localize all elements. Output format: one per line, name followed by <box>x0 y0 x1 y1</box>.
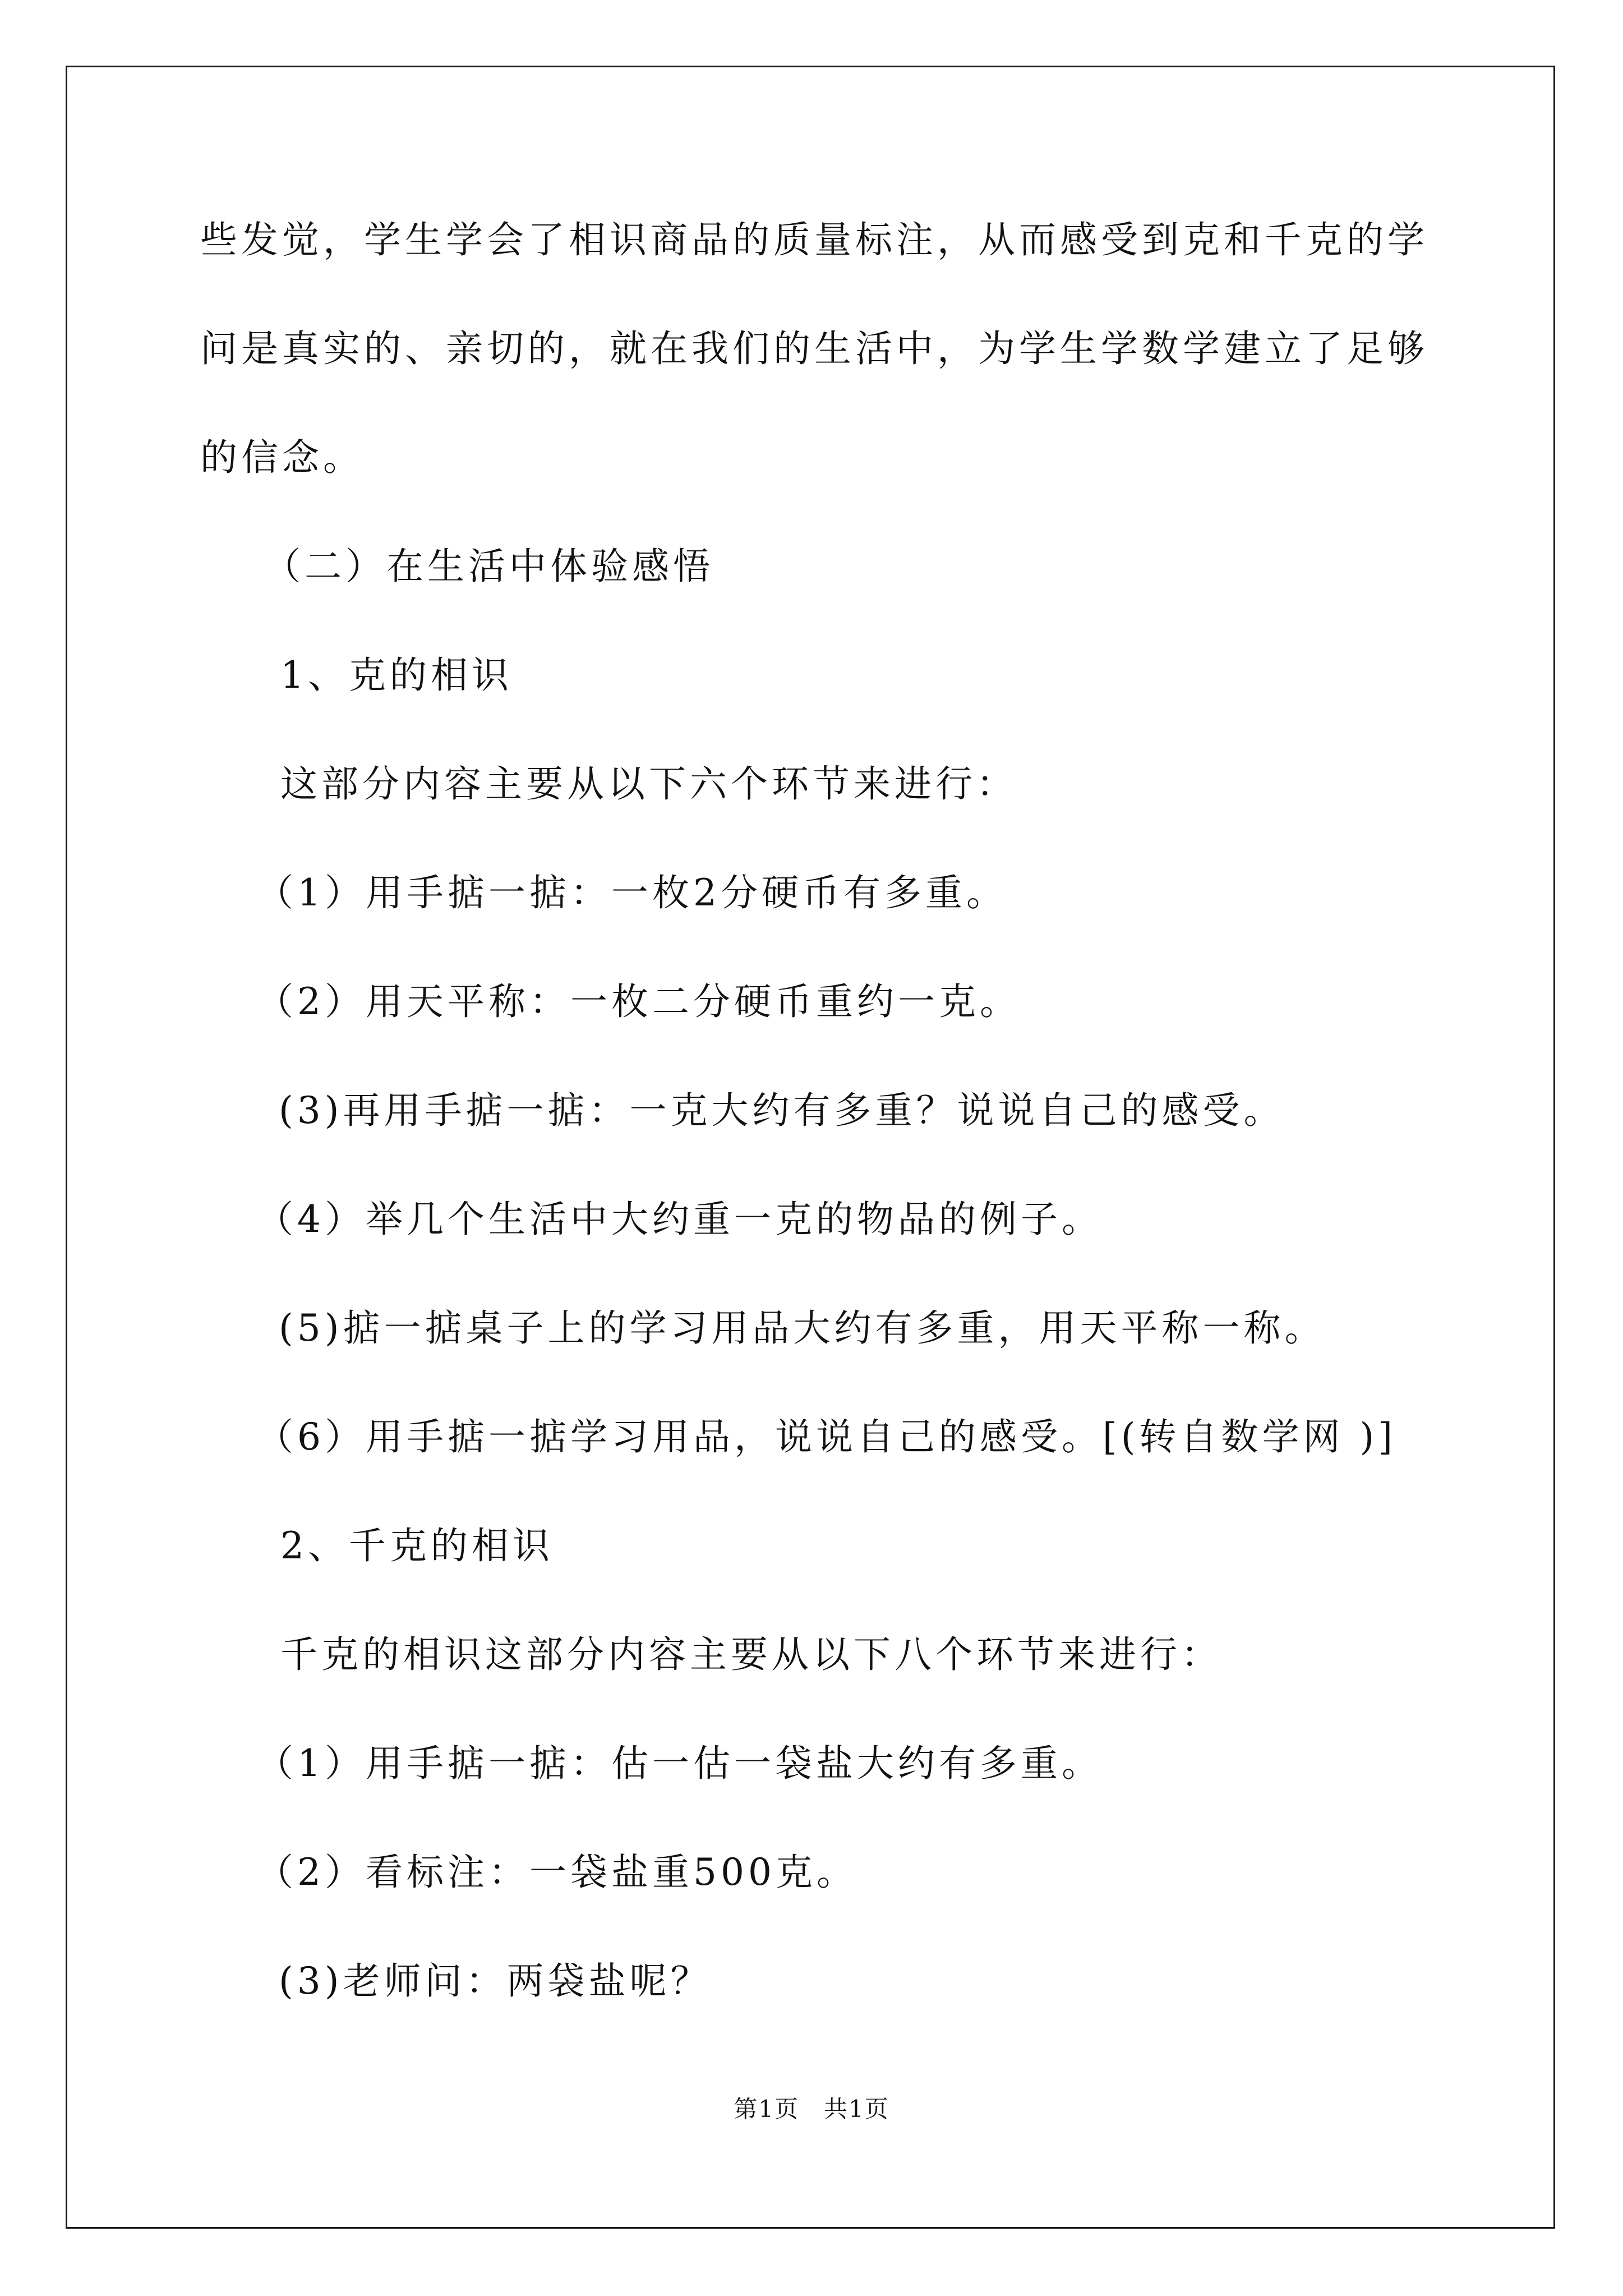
paragraph-line: 些发觉，学生学会了相识商品的质量标注，从而感受到克和千克的学 <box>200 218 1428 261</box>
list-item: (3)老师问：两袋盐呢？ <box>279 1959 712 2003</box>
subsection-heading: 1、克的相识 <box>280 654 513 697</box>
list-item: （1）用手掂一掂：估一估一袋盐大约有多重。 <box>256 1742 1103 1785</box>
section-heading: （二）在生活中体验感悟 <box>264 545 714 588</box>
page-border <box>66 66 1555 2229</box>
paragraph-line: 的信念。 <box>200 436 364 479</box>
list-item: （2）看标注：一袋盐重500克。 <box>256 1851 857 1894</box>
list-item: （1）用手掂一掂：一枚2分硬币有多重。 <box>256 871 1007 914</box>
page-footer: 第1页 共1页 <box>734 2095 889 2123</box>
list-item: (5)掂一掂桌子上的学习用品大约有多重，用天平称一称。 <box>279 1306 1326 1350</box>
subsection-heading: 2、千克的相识 <box>280 1524 554 1567</box>
paragraph-line: 问是真实的、亲切的，就在我们的生活中，为学生学数学建立了足够 <box>200 327 1428 370</box>
list-item: （2）用天平称：一枚二分硬币重约一克。 <box>256 980 1021 1023</box>
list-item: （4）举几个生活中大约重一克的物品的例子。 <box>256 1198 1103 1241</box>
list-item: (3)再用手掂一掂：一克大约有多重？说说自己的感受。 <box>279 1089 1285 1132</box>
paragraph-line: 千克的相识这部分内容主要从以下八个环节来进行： <box>280 1633 1222 1676</box>
list-item: （6）用手掂一掂学习用品，说说自己的感受。[(转自数学网 )] <box>256 1415 1396 1458</box>
paragraph-line: 这部分内容主要从以下六个环节来进行： <box>280 762 1017 806</box>
